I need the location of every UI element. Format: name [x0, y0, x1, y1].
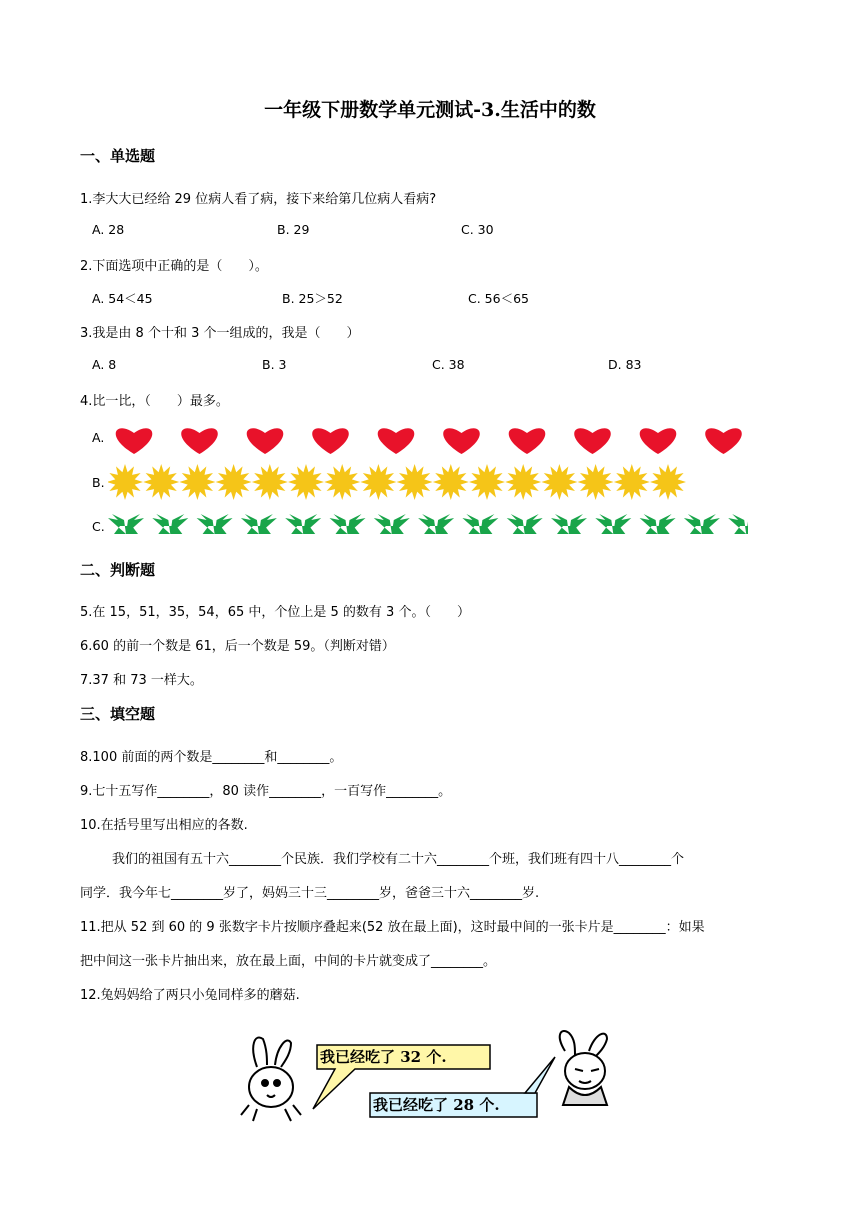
question-5: 5.在 15，51，35，54，65 中，个位上是 5 的数有 3 个。（ ） — [80, 605, 470, 620]
question-12: 12.兔妈妈给了两只小兔同样多的蘑菇. — [80, 988, 300, 1003]
heart-icon — [181, 428, 218, 454]
star-icon — [578, 464, 614, 500]
q4-option-c-label[interactable]: C. — [92, 519, 105, 534]
q3-option-c[interactable]: C. 38 — [432, 357, 465, 372]
star-icon — [469, 464, 505, 500]
q2-option-c[interactable]: C. 56＜65 — [468, 291, 529, 306]
heart-icon — [443, 428, 480, 454]
q3-option-d[interactable]: D. 83 — [608, 357, 642, 372]
question-6: 6.60 的前一个数是 61，后一个数是 59。（判断对错） — [80, 639, 395, 654]
leaf-icon — [684, 514, 720, 534]
leaf-icon — [462, 514, 498, 534]
heart-icon — [705, 428, 742, 454]
left-bunny-icon — [241, 1037, 301, 1121]
leaf-icon — [507, 514, 543, 534]
speech-bubble-1-text: 我已经吃了 32 个. — [320, 1048, 447, 1066]
question-4: 4.比一比，（ ）最多。 — [80, 394, 229, 409]
star-icon — [216, 464, 252, 500]
question-3: 3.我是由 8 个十和 3 个一组成的，我是（ ） — [80, 326, 360, 341]
speech-bubble-2-text: 我已经吃了 28 个. — [373, 1096, 500, 1114]
leaf-icon — [241, 514, 277, 534]
question-8: 8.100 前面的两个数是________和________。 — [80, 750, 343, 765]
heart-icon — [247, 428, 284, 454]
star-icon — [324, 464, 360, 500]
leaf-icon — [197, 514, 233, 534]
leaf-icon — [640, 514, 676, 534]
q2-option-a[interactable]: A. 54＜45 — [92, 291, 153, 306]
leaf-icon — [728, 514, 748, 534]
heart-icon — [640, 428, 677, 454]
star-icon — [397, 464, 433, 500]
star-icon — [614, 464, 650, 500]
star-icon — [360, 464, 396, 500]
star-icon — [505, 464, 541, 500]
right-bunny-icon — [560, 1031, 607, 1105]
page-title: 一年级下册数学单元测试-3.生活中的数 — [264, 99, 596, 121]
question-2: 2.下面选项中正确的是（ ）。 — [80, 259, 268, 274]
star-icon — [541, 464, 577, 500]
q4-option-b-label[interactable]: B. — [92, 475, 105, 490]
star-icon — [433, 464, 469, 500]
question-7: 7.37 和 73 一样大。 — [80, 673, 203, 688]
leaf-icon — [374, 514, 410, 534]
leaf-icon — [418, 514, 454, 534]
section-heading-fill-blank: 三、填空题 — [80, 705, 156, 723]
question-10-paragraph-line-1: 我们的祖国有五十六________个民族．我们学校有二十六________个班，我们班有四十八________个 — [112, 852, 685, 867]
leaf-icon — [108, 514, 144, 534]
leaf-icon — [152, 514, 188, 534]
q3-option-b[interactable]: B. 3 — [262, 357, 287, 372]
q1-option-a[interactable]: A. 28 — [92, 222, 125, 237]
leaf-icon — [285, 514, 321, 534]
heart-icon — [312, 428, 349, 454]
question-1: 1.李大大已经给 29 位病人看了病，接下来给第几位病人看病? — [80, 192, 437, 207]
q2-option-b[interactable]: B. 25＞52 — [282, 291, 343, 306]
star-icon — [252, 464, 288, 500]
star-icon — [288, 464, 324, 500]
leaf-icon — [551, 514, 587, 534]
leaf-icon — [595, 514, 631, 534]
star-icon — [650, 464, 686, 500]
question-11-line-2: 把中间这一张卡片抽出来，放在最上面，中间的卡片就变成了________。 — [80, 954, 497, 969]
star-icon — [179, 464, 215, 500]
section-heading-true-false: 二、判断题 — [80, 561, 156, 579]
q1-option-c[interactable]: C. 30 — [461, 222, 494, 237]
star-icon — [108, 464, 143, 500]
question-11-line-1: 11.把从 52 到 60 的 9 张数字卡片按顺序叠起来(52 放在最上面)，这时最中间的一张卡片是________：如果 — [80, 920, 705, 935]
q1-option-b[interactable]: B. 29 — [277, 222, 310, 237]
question-9: 9.七十五写作________，80 读作________，一百写作________。 — [80, 784, 452, 799]
heart-icon — [509, 428, 546, 454]
question-10: 10.在括号里写出相应的各数. — [80, 818, 248, 833]
star-icon — [143, 464, 179, 500]
heart-icon — [116, 428, 153, 454]
q3-option-a[interactable]: A. 8 — [92, 357, 117, 372]
leaf-icon — [330, 514, 366, 534]
heart-icon — [574, 428, 611, 454]
heart-icon — [378, 428, 415, 454]
question-10-paragraph-line-2: 同学．我今年七________岁了，妈妈三十三________岁，爸爸三十六________岁. — [80, 886, 540, 901]
section-heading-single-choice: 一、单选题 — [80, 147, 156, 165]
q4-option-a-label[interactable]: A. — [92, 430, 105, 445]
